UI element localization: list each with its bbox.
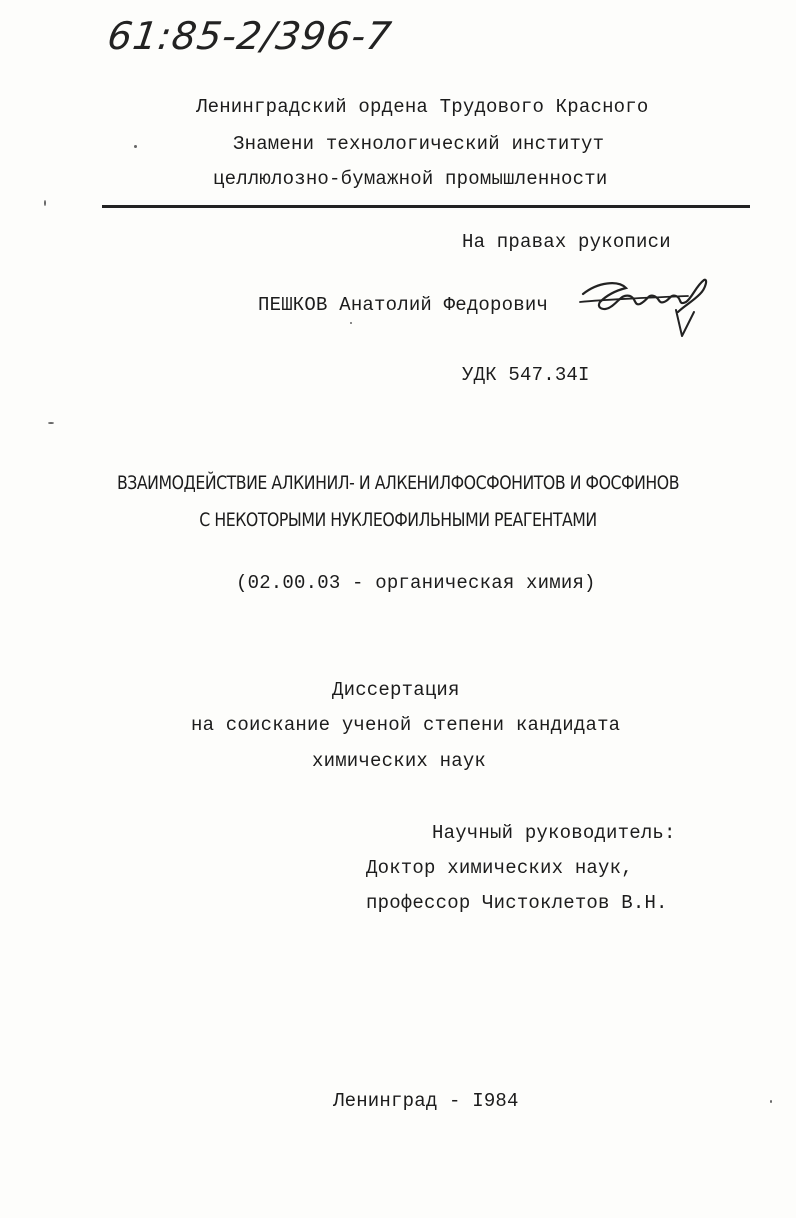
- institution-line-2: Знамени технологический институт: [233, 133, 605, 155]
- header-divider: [102, 205, 750, 208]
- author-signature: [578, 272, 718, 342]
- supervisor-label: Научный руководитель:: [432, 822, 676, 844]
- scan-speck: [770, 1100, 772, 1103]
- place-and-year: Ленинград - I984: [333, 1090, 519, 1112]
- manuscript-rights-note: На правах рукописи: [462, 231, 671, 253]
- author-name: ПЕШКОВ Анатолий Федорович: [258, 294, 549, 316]
- archive-mark-handwritten: 61:85-2/396-7: [104, 14, 395, 58]
- supervisor-degree: Доктор химических наук,: [366, 857, 633, 879]
- udc-code: УДК 547.34I: [462, 364, 590, 386]
- supervisor-name: профессор Чистоклетов В.Н.: [366, 892, 668, 914]
- scan-speck: [44, 200, 46, 206]
- scan-speck: [134, 145, 137, 148]
- degree-line-3: химических наук: [312, 750, 487, 772]
- scan-speck: [350, 322, 352, 324]
- scan-speck: [48, 422, 54, 424]
- degree-line-2: на соискание ученой степени кандидата: [191, 714, 621, 736]
- institution-line-1: Ленинградский ордена Трудового Красного: [196, 96, 649, 118]
- specialty-code: (02.00.03 - органическая химия): [236, 572, 596, 594]
- institution-line-3: целлюлозно-бумажной промышленности: [213, 168, 608, 190]
- degree-line-1: Диссертация: [332, 679, 460, 701]
- dissertation-title-line-1: ВЗАИМОДЕЙСТВИЕ АЛКИНИЛ- И АЛКЕНИЛФОСФОНИТОВ И ФОСФИНОВ: [116, 472, 680, 494]
- dissertation-title-line-2: С НЕКОТОРЫМИ НУКЛЕОФИЛЬНЫМИ РЕАГЕНТАМИ: [199, 509, 597, 531]
